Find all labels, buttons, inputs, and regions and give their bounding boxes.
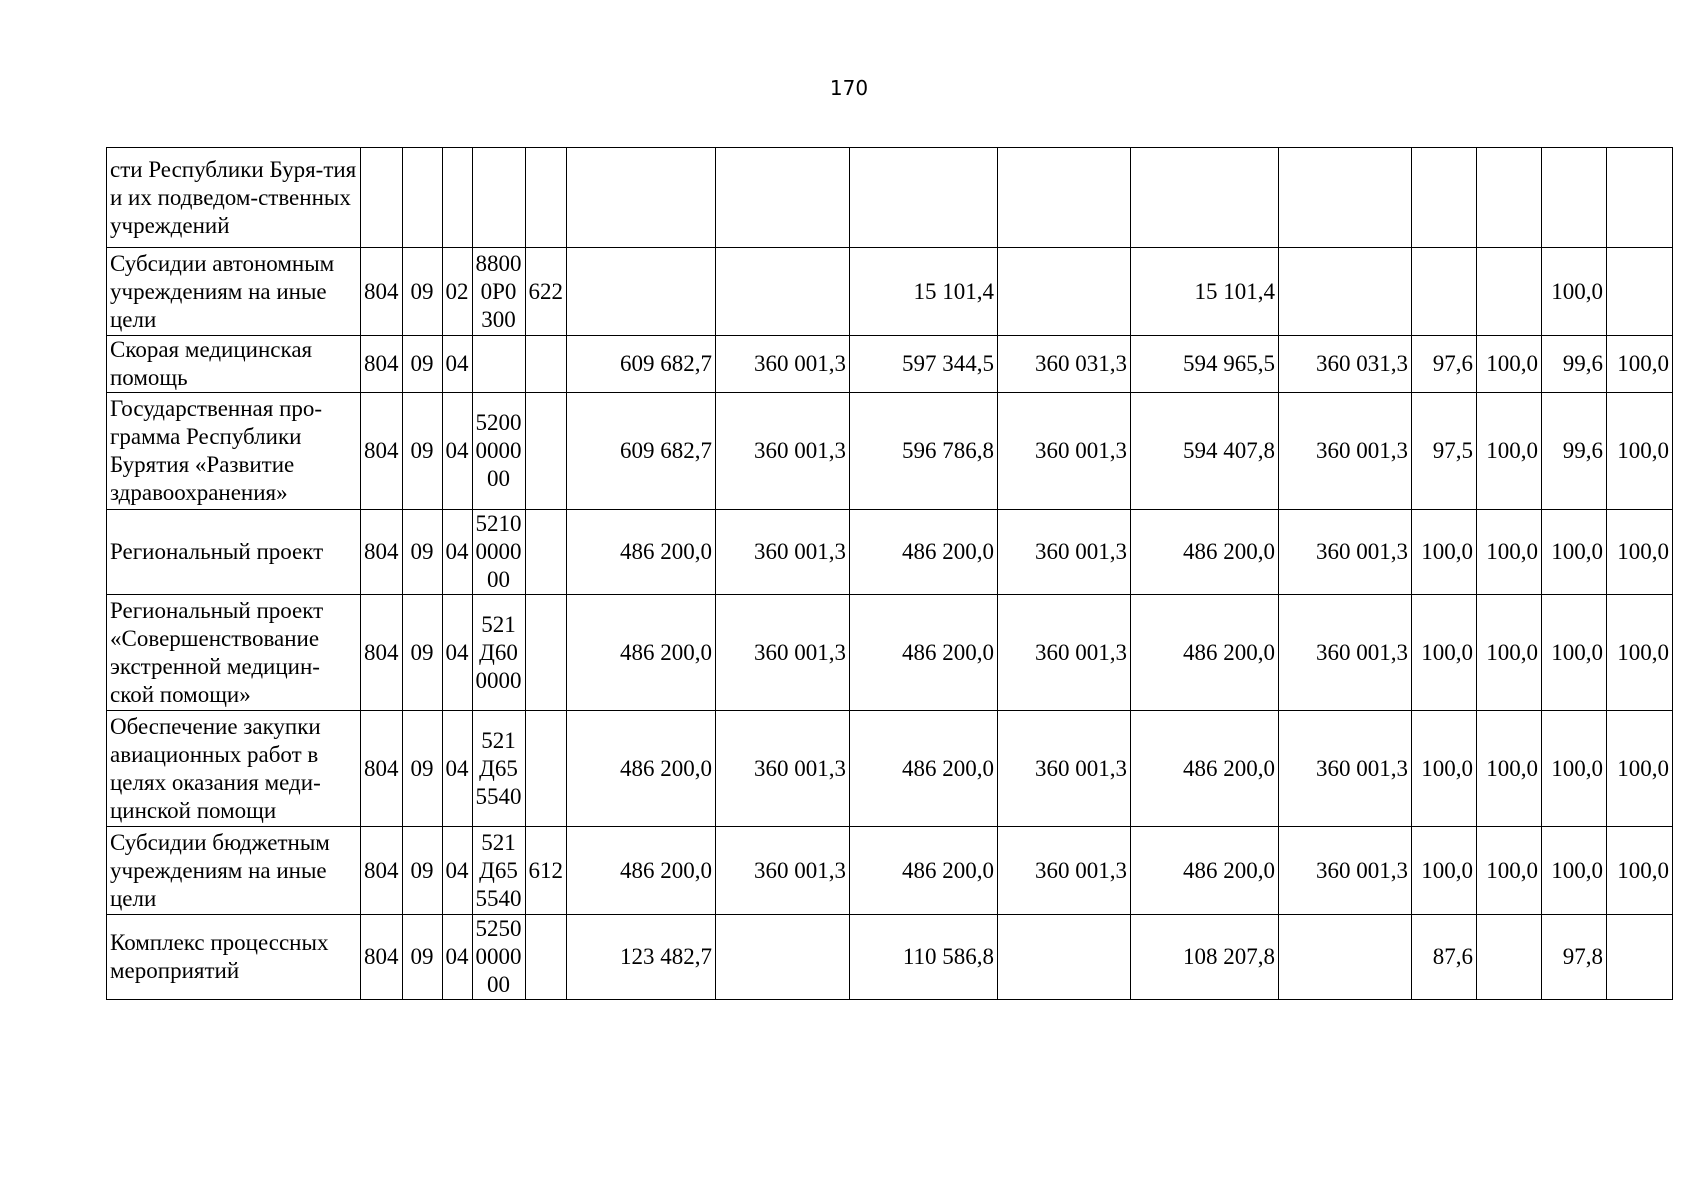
cell-amount-4: 360 001,3: [998, 711, 1131, 827]
cell-amount-4: 360 031,3: [998, 336, 1131, 393]
cell-pr: 04: [442, 510, 472, 595]
cell-amount-6: [1279, 148, 1412, 248]
cell-name: Субсидии бюджетным учреждениям на иные цели: [107, 827, 361, 915]
cell-pr: 04: [442, 915, 472, 1000]
page-number: 170: [829, 76, 869, 100]
cell-amount-5: 15 101,4: [1131, 248, 1279, 336]
cell-amount-4: [998, 915, 1131, 1000]
cell-amount-3: 486 200,0: [850, 711, 998, 827]
cell-csr: 5210000000: [472, 510, 525, 595]
cell-gr: 804: [361, 711, 403, 827]
cell-percent-3: 100,0: [1542, 248, 1607, 336]
cell-percent-3: [1542, 148, 1607, 248]
cell-amount-4: 360 001,3: [998, 595, 1131, 711]
cell-percent-1: [1412, 148, 1477, 248]
cell-percent-2: 100,0: [1477, 336, 1542, 393]
cell-amount-2: [716, 248, 850, 336]
cell-percent-1: 100,0: [1412, 510, 1477, 595]
cell-percent-3: 100,0: [1542, 510, 1607, 595]
cell-pr: 02: [442, 248, 472, 336]
cell-amount-2: 360 001,3: [716, 595, 850, 711]
cell-rz: 09: [402, 711, 442, 827]
cell-vr: [525, 336, 567, 393]
cell-percent-1: 100,0: [1412, 711, 1477, 827]
cell-gr: 804: [361, 248, 403, 336]
cell-name: Региональный проект «Совершенствование экстренной медицин-ской помощи»: [107, 595, 361, 711]
cell-amount-2: 360 001,3: [716, 336, 850, 393]
cell-percent-4: 100,0: [1607, 711, 1673, 827]
cell-amount-3: 486 200,0: [850, 595, 998, 711]
cell-rz: 09: [402, 510, 442, 595]
cell-amount-1: 609 682,7: [567, 336, 716, 393]
table-row: [107, 711, 1673, 827]
cell-amount-4: [998, 248, 1131, 336]
cell-amount-4: 360 001,3: [998, 827, 1131, 915]
cell-vr: [525, 595, 567, 711]
cell-csr: [472, 336, 525, 393]
cell-amount-1: 486 200,0: [567, 827, 716, 915]
cell-amount-3: 15 101,4: [850, 248, 998, 336]
cell-amount-5: [1131, 148, 1279, 248]
cell-pr: 04: [442, 595, 472, 711]
budget-table: [106, 147, 1673, 1000]
cell-amount-3: 486 200,0: [850, 510, 998, 595]
cell-amount-2: [716, 915, 850, 1000]
cell-gr: 804: [361, 595, 403, 711]
cell-amount-5: 594 965,5: [1131, 336, 1279, 393]
cell-amount-5: 486 200,0: [1131, 827, 1279, 915]
cell-amount-3: 597 344,5: [850, 336, 998, 393]
cell-rz: 09: [402, 915, 442, 1000]
cell-amount-1: 486 200,0: [567, 510, 716, 595]
cell-gr: 804: [361, 510, 403, 595]
cell-csr: 521Д600000: [472, 595, 525, 711]
cell-amount-6: 360 001,3: [1279, 595, 1412, 711]
cell-vr: [525, 510, 567, 595]
cell-amount-4: 360 001,3: [998, 510, 1131, 595]
cell-percent-1: 87,6: [1412, 915, 1477, 1000]
cell-amount-3: [850, 148, 998, 248]
table-row: [107, 248, 1673, 336]
table-row: [107, 510, 1673, 595]
cell-amount-6: 360 001,3: [1279, 711, 1412, 827]
cell-pr: 04: [442, 336, 472, 393]
cell-pr: 04: [442, 827, 472, 915]
cell-amount-5: 486 200,0: [1131, 510, 1279, 595]
cell-percent-1: 100,0: [1412, 595, 1477, 711]
cell-gr: 804: [361, 336, 403, 393]
cell-amount-5: 486 200,0: [1131, 711, 1279, 827]
cell-amount-4: [998, 148, 1131, 248]
cell-name: Комплекс процессных мероприятий: [107, 915, 361, 1000]
cell-gr: 804: [361, 393, 403, 510]
cell-percent-2: 100,0: [1477, 510, 1542, 595]
cell-amount-3: 486 200,0: [850, 827, 998, 915]
cell-csr: [472, 148, 525, 248]
table-row: [107, 393, 1673, 510]
cell-name: Субсидии автономным учреждениям на иные цели: [107, 248, 361, 336]
cell-amount-1: [567, 248, 716, 336]
cell-csr: 521Д655540: [472, 827, 525, 915]
table-row: [107, 148, 1673, 248]
cell-vr: [525, 915, 567, 1000]
cell-gr: [361, 148, 403, 248]
cell-vr: 612: [525, 827, 567, 915]
cell-percent-3: 99,6: [1542, 393, 1607, 510]
table-row: [107, 595, 1673, 711]
table-row: [107, 915, 1673, 1000]
cell-vr: [525, 711, 567, 827]
cell-percent-4: 100,0: [1607, 510, 1673, 595]
cell-name: Обеспечение закупки авиационных работ в целях оказания меди-цинской помощи: [107, 711, 361, 827]
cell-percent-1: 97,6: [1412, 336, 1477, 393]
cell-csr: 5200000000: [472, 393, 525, 510]
cell-rz: 09: [402, 595, 442, 711]
cell-gr: 804: [361, 915, 403, 1000]
cell-amount-4: 360 001,3: [998, 393, 1131, 510]
cell-amount-2: 360 001,3: [716, 711, 850, 827]
cell-percent-3: 100,0: [1542, 711, 1607, 827]
cell-amount-6: 360 001,3: [1279, 827, 1412, 915]
table-body: [107, 148, 1673, 1000]
cell-amount-3: 110 586,8: [850, 915, 998, 1000]
cell-name: сти Республики Буря-тия и их подведом-ственных учреждений: [107, 148, 361, 248]
cell-percent-4: [1607, 148, 1673, 248]
cell-rz: 09: [402, 393, 442, 510]
cell-csr: 521Д655540: [472, 711, 525, 827]
cell-csr: 5250000000: [472, 915, 525, 1000]
table-row: [107, 827, 1673, 915]
cell-percent-2: 100,0: [1477, 393, 1542, 510]
cell-amount-6: 360 001,3: [1279, 393, 1412, 510]
cell-percent-4: 100,0: [1607, 393, 1673, 510]
cell-percent-2: 100,0: [1477, 711, 1542, 827]
cell-amount-1: 486 200,0: [567, 595, 716, 711]
cell-amount-2: 360 001,3: [716, 827, 850, 915]
cell-amount-1: 486 200,0: [567, 711, 716, 827]
cell-percent-2: 100,0: [1477, 827, 1542, 915]
cell-name: Скорая медицинская помощь: [107, 336, 361, 393]
cell-percent-3: 100,0: [1542, 595, 1607, 711]
cell-percent-3: 97,8: [1542, 915, 1607, 1000]
table-row: [107, 336, 1673, 393]
cell-amount-2: 360 001,3: [716, 510, 850, 595]
cell-percent-2: 100,0: [1477, 595, 1542, 711]
cell-percent-1: [1412, 248, 1477, 336]
cell-gr: 804: [361, 827, 403, 915]
cell-pr: 04: [442, 711, 472, 827]
cell-amount-1: 609 682,7: [567, 393, 716, 510]
cell-vr: [525, 148, 567, 248]
cell-percent-4: 100,0: [1607, 827, 1673, 915]
cell-percent-4: 100,0: [1607, 595, 1673, 711]
cell-name: Региональный проект: [107, 510, 361, 595]
cell-percent-2: [1477, 915, 1542, 1000]
cell-percent-4: [1607, 915, 1673, 1000]
cell-amount-6: 360 031,3: [1279, 336, 1412, 393]
cell-amount-1: 123 482,7: [567, 915, 716, 1000]
cell-amount-5: 594 407,8: [1131, 393, 1279, 510]
cell-amount-2: 360 001,3: [716, 393, 850, 510]
cell-csr: 88000Р0300: [472, 248, 525, 336]
cell-vr: 622: [525, 248, 567, 336]
cell-rz: 09: [402, 827, 442, 915]
cell-amount-6: [1279, 915, 1412, 1000]
cell-percent-3: 100,0: [1542, 827, 1607, 915]
cell-amount-6: 360 001,3: [1279, 510, 1412, 595]
cell-percent-1: 97,5: [1412, 393, 1477, 510]
cell-percent-1: 100,0: [1412, 827, 1477, 915]
cell-amount-5: 486 200,0: [1131, 595, 1279, 711]
cell-percent-4: [1607, 248, 1673, 336]
cell-pr: 04: [442, 393, 472, 510]
cell-percent-4: 100,0: [1607, 336, 1673, 393]
cell-amount-2: [716, 148, 850, 248]
cell-amount-3: 596 786,8: [850, 393, 998, 510]
cell-rz: 09: [402, 248, 442, 336]
cell-name: Государственная про-грамма Республики Бурятия «Развитие здравоохранения»: [107, 393, 361, 510]
cell-percent-2: [1477, 248, 1542, 336]
cell-rz: [402, 148, 442, 248]
cell-percent-2: [1477, 148, 1542, 248]
cell-amount-1: [567, 148, 716, 248]
cell-percent-3: 99,6: [1542, 336, 1607, 393]
cell-vr: [525, 393, 567, 510]
cell-amount-5: 108 207,8: [1131, 915, 1279, 1000]
cell-pr: [442, 148, 472, 248]
cell-amount-6: [1279, 248, 1412, 336]
cell-rz: 09: [402, 336, 442, 393]
